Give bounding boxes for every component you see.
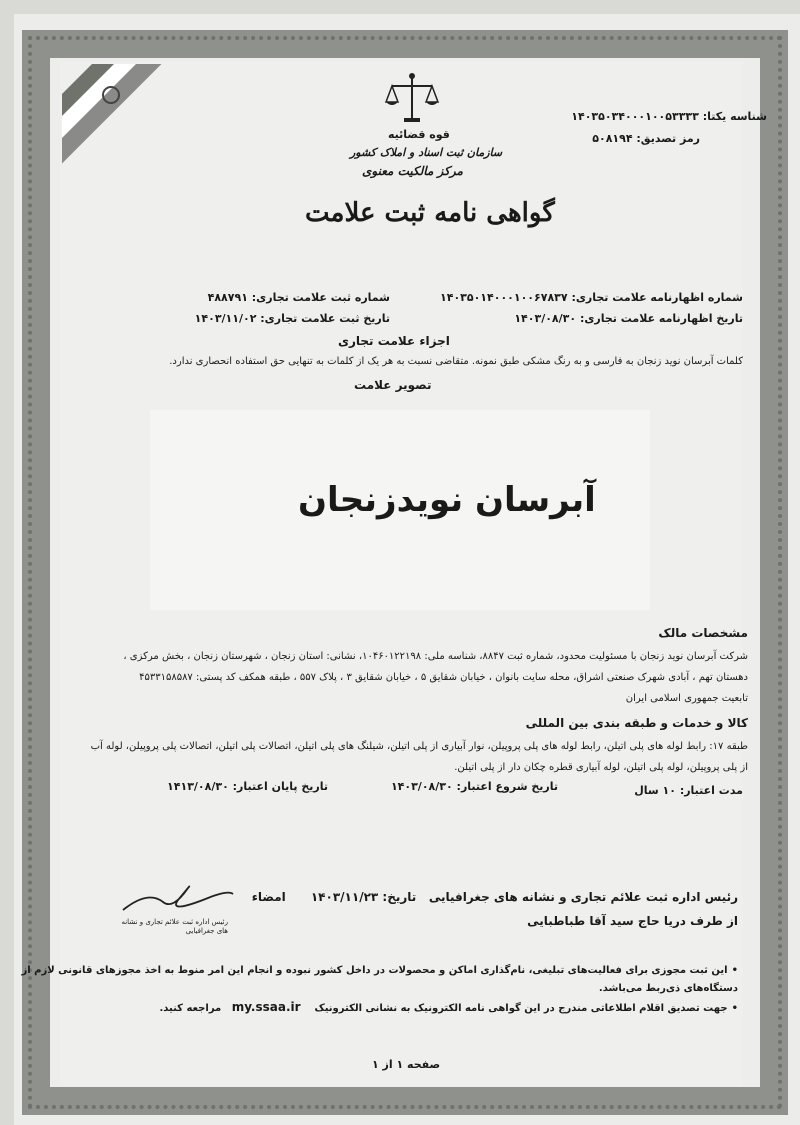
flag-corner	[62, 64, 162, 174]
national-id-value: ۱۴۰۳۵۰۳۴۰۰۰۱۰۰۵۳۳۳۳	[571, 110, 699, 123]
notes	[21, 962, 738, 1018]
goods-details	[58, 736, 748, 778]
page-number: صفحه ۱ از ۱	[372, 1058, 441, 1071]
elements-heading: اجزاء علامت تجاری	[338, 334, 450, 348]
reg-date-value: ۱۴۰۳/۱۱/۰۲	[194, 312, 257, 325]
handwritten-signature	[118, 880, 238, 920]
reg-no-value: ۴۸۸۷۹۱	[207, 291, 248, 304]
validity-duration-row	[634, 784, 743, 797]
owner-heading: مشخصات مالک	[658, 626, 748, 640]
reg-no-label: شماره ثبت علامت تجاری:	[251, 291, 390, 304]
owner-line-1: شرکت آبرسان نوید زنجان با مسئولیت محدود، شماره ثبت ۸۸۴۷، شناسه ملی: ۱۰۴۶۰۱۲۲۱۹۸، نشانی: استان زنجان ، شهرستان زنجان ، بخش مرکزی ،	[123, 651, 748, 662]
note-1: •این ثبت مجوزی برای فعالیت‌های تبلیغی، نام‌گذاری اماکن و محصولات در داخل کشور نبوده و انجام این امر منوط به اخذ مجوزهای قانونی لازم از	[21, 965, 738, 976]
reg-date-label: تاریخ ثبت علامت تجاری:	[260, 312, 390, 325]
signer-title: رئیس اداره ثبت علائم تجاری و نشانه های جغرافیایی	[428, 890, 738, 904]
validity-duration-value: ۱۰ سال	[634, 784, 676, 797]
elements-text: کلمات آبرسان نوید زنجان به فارسی و به رنگ مشکی طبق نمونه. متقاضی نسبت به هر یک از کلمات به تنهایی حق استفاده انحصاری ندارد.	[169, 356, 743, 367]
validity-duration-label: مدت اعتبار:	[679, 784, 743, 797]
owner-line-3: تابعیت جمهوری اسلامی ایران	[625, 693, 748, 704]
validity-start-value: ۱۴۰۳/۰۸/۳۰	[390, 780, 453, 793]
validity-start-label: تاریخ شروع اعتبار:	[456, 780, 558, 793]
declaration-date-row	[514, 312, 743, 325]
note-2-text: جهت تصدیق اقلام اطلاعاتی مندرج در این گواهی نامه الکترونیک به نشانی الکترونیک	[314, 1003, 728, 1014]
note-2: •جهت تصدیق اقلام اطلاعاتی مندرج در این گواهی نامه الکترونیک به نشانی الکترونیک my.ssaa.ir مراجعه کنید.	[159, 1000, 738, 1014]
reg-date-row	[195, 312, 390, 325]
validity-end-value: ۱۴۱۳/۰۸/۳۰	[167, 780, 229, 793]
owner-details	[68, 646, 748, 709]
note-1-line-1: این ثبت مجوزی برای فعالیت‌های تبلیغی، نام‌گذاری اماکن و محصولات در داخل کشور نبوده و انجام این امر منوط به اخذ مجوزهای قانونی لازم از	[21, 965, 728, 976]
sign-date-label: تاریخ:	[382, 890, 417, 904]
verify-code-value: ۵۰۸۱۹۴	[592, 132, 633, 145]
declaration-no-label: شماره اظهارنامه علامت تجاری:	[571, 291, 743, 304]
sign-label: امضاء	[251, 890, 286, 904]
signer-title-row	[252, 890, 738, 904]
declaration-date-label: تاریخ اظهارنامه علامت تجاری:	[579, 312, 743, 325]
declaration-no-row	[440, 291, 743, 304]
signer-by: از طرف دریا حاج سید آقا طباطبایی	[527, 914, 738, 928]
validity-end-label: تاریخ پایان اعتبار:	[232, 780, 328, 793]
note-2-after: مراجعه کنید.	[159, 1003, 222, 1014]
emblem-line-1: قوه قضائیه	[388, 128, 450, 141]
emblem-line-3: مرکز مالکیت معنوی	[362, 164, 463, 178]
scales-of-justice-icon	[382, 70, 442, 126]
verify-code-row	[592, 132, 700, 145]
stamp-text: رئیس اداره ثبت علائم تجاری و نشانه های جغرافیایی	[121, 918, 228, 935]
verify-link[interactable]: my.ssaa.ir	[231, 1000, 301, 1014]
emblem-line-2: سازمان ثبت اسناد و املاک کشور	[350, 146, 503, 159]
verify-code-label: رمز تصدیق:	[636, 132, 700, 145]
reg-no-row	[208, 291, 390, 304]
sign-date-value: ۱۴۰۳/۱۱/۲۳	[310, 890, 379, 904]
owner-line-2: دهستان تهم ، آبادی شهرک صنعتی اشراق، محله سایت بانوان ، خیابان شقایق ۵ ، خیابان شقایق ۳ ، پلاک ۵۵۷ ، طبقه همکف کد پستی: ۴۵۳۳۱۵۸۵۸۷	[139, 672, 748, 683]
page-title: گواهی نامه ثبت علامت	[305, 198, 555, 228]
validity-end-row	[167, 780, 328, 793]
goods-line-1: طبقه ۱۷: رابط لوله های پلی اتیلن، رابط لوله های پلی پروپیلن، نوار آبیاری از پلی اتیلن، شیلنگ های پلی اتیلن، اتصالات پلی اتیلن، اتصالات پلی پروپیلن، لوله آب	[90, 741, 748, 752]
national-id-row	[571, 110, 767, 123]
national-id-label: شناسه یکتا:	[702, 110, 767, 123]
validity-start-row	[391, 780, 558, 793]
image-heading: تصویر علامت	[354, 378, 432, 392]
declaration-no-value: ۱۴۰۳۵۰۱۴۰۰۰۱۰۰۶۷۸۳۷	[440, 291, 568, 304]
flag-emblem-icon	[102, 86, 120, 104]
declaration-date-value: ۱۴۰۳/۰۸/۳۰	[514, 312, 577, 325]
trademark-text: آبرسان نویدزنجان	[298, 480, 596, 520]
goods-heading: کالا و خدمات و طبقه بندی بین المللی	[525, 716, 748, 730]
note-1-line-2: دستگاه‌های ذی‌ربط می‌باشد.	[598, 983, 738, 994]
goods-line-2: از پلی پروپیلن، لوله پلی اتیلن، لوله آبیاری قطره چکان دار از پلی اتیلن.	[454, 762, 748, 773]
